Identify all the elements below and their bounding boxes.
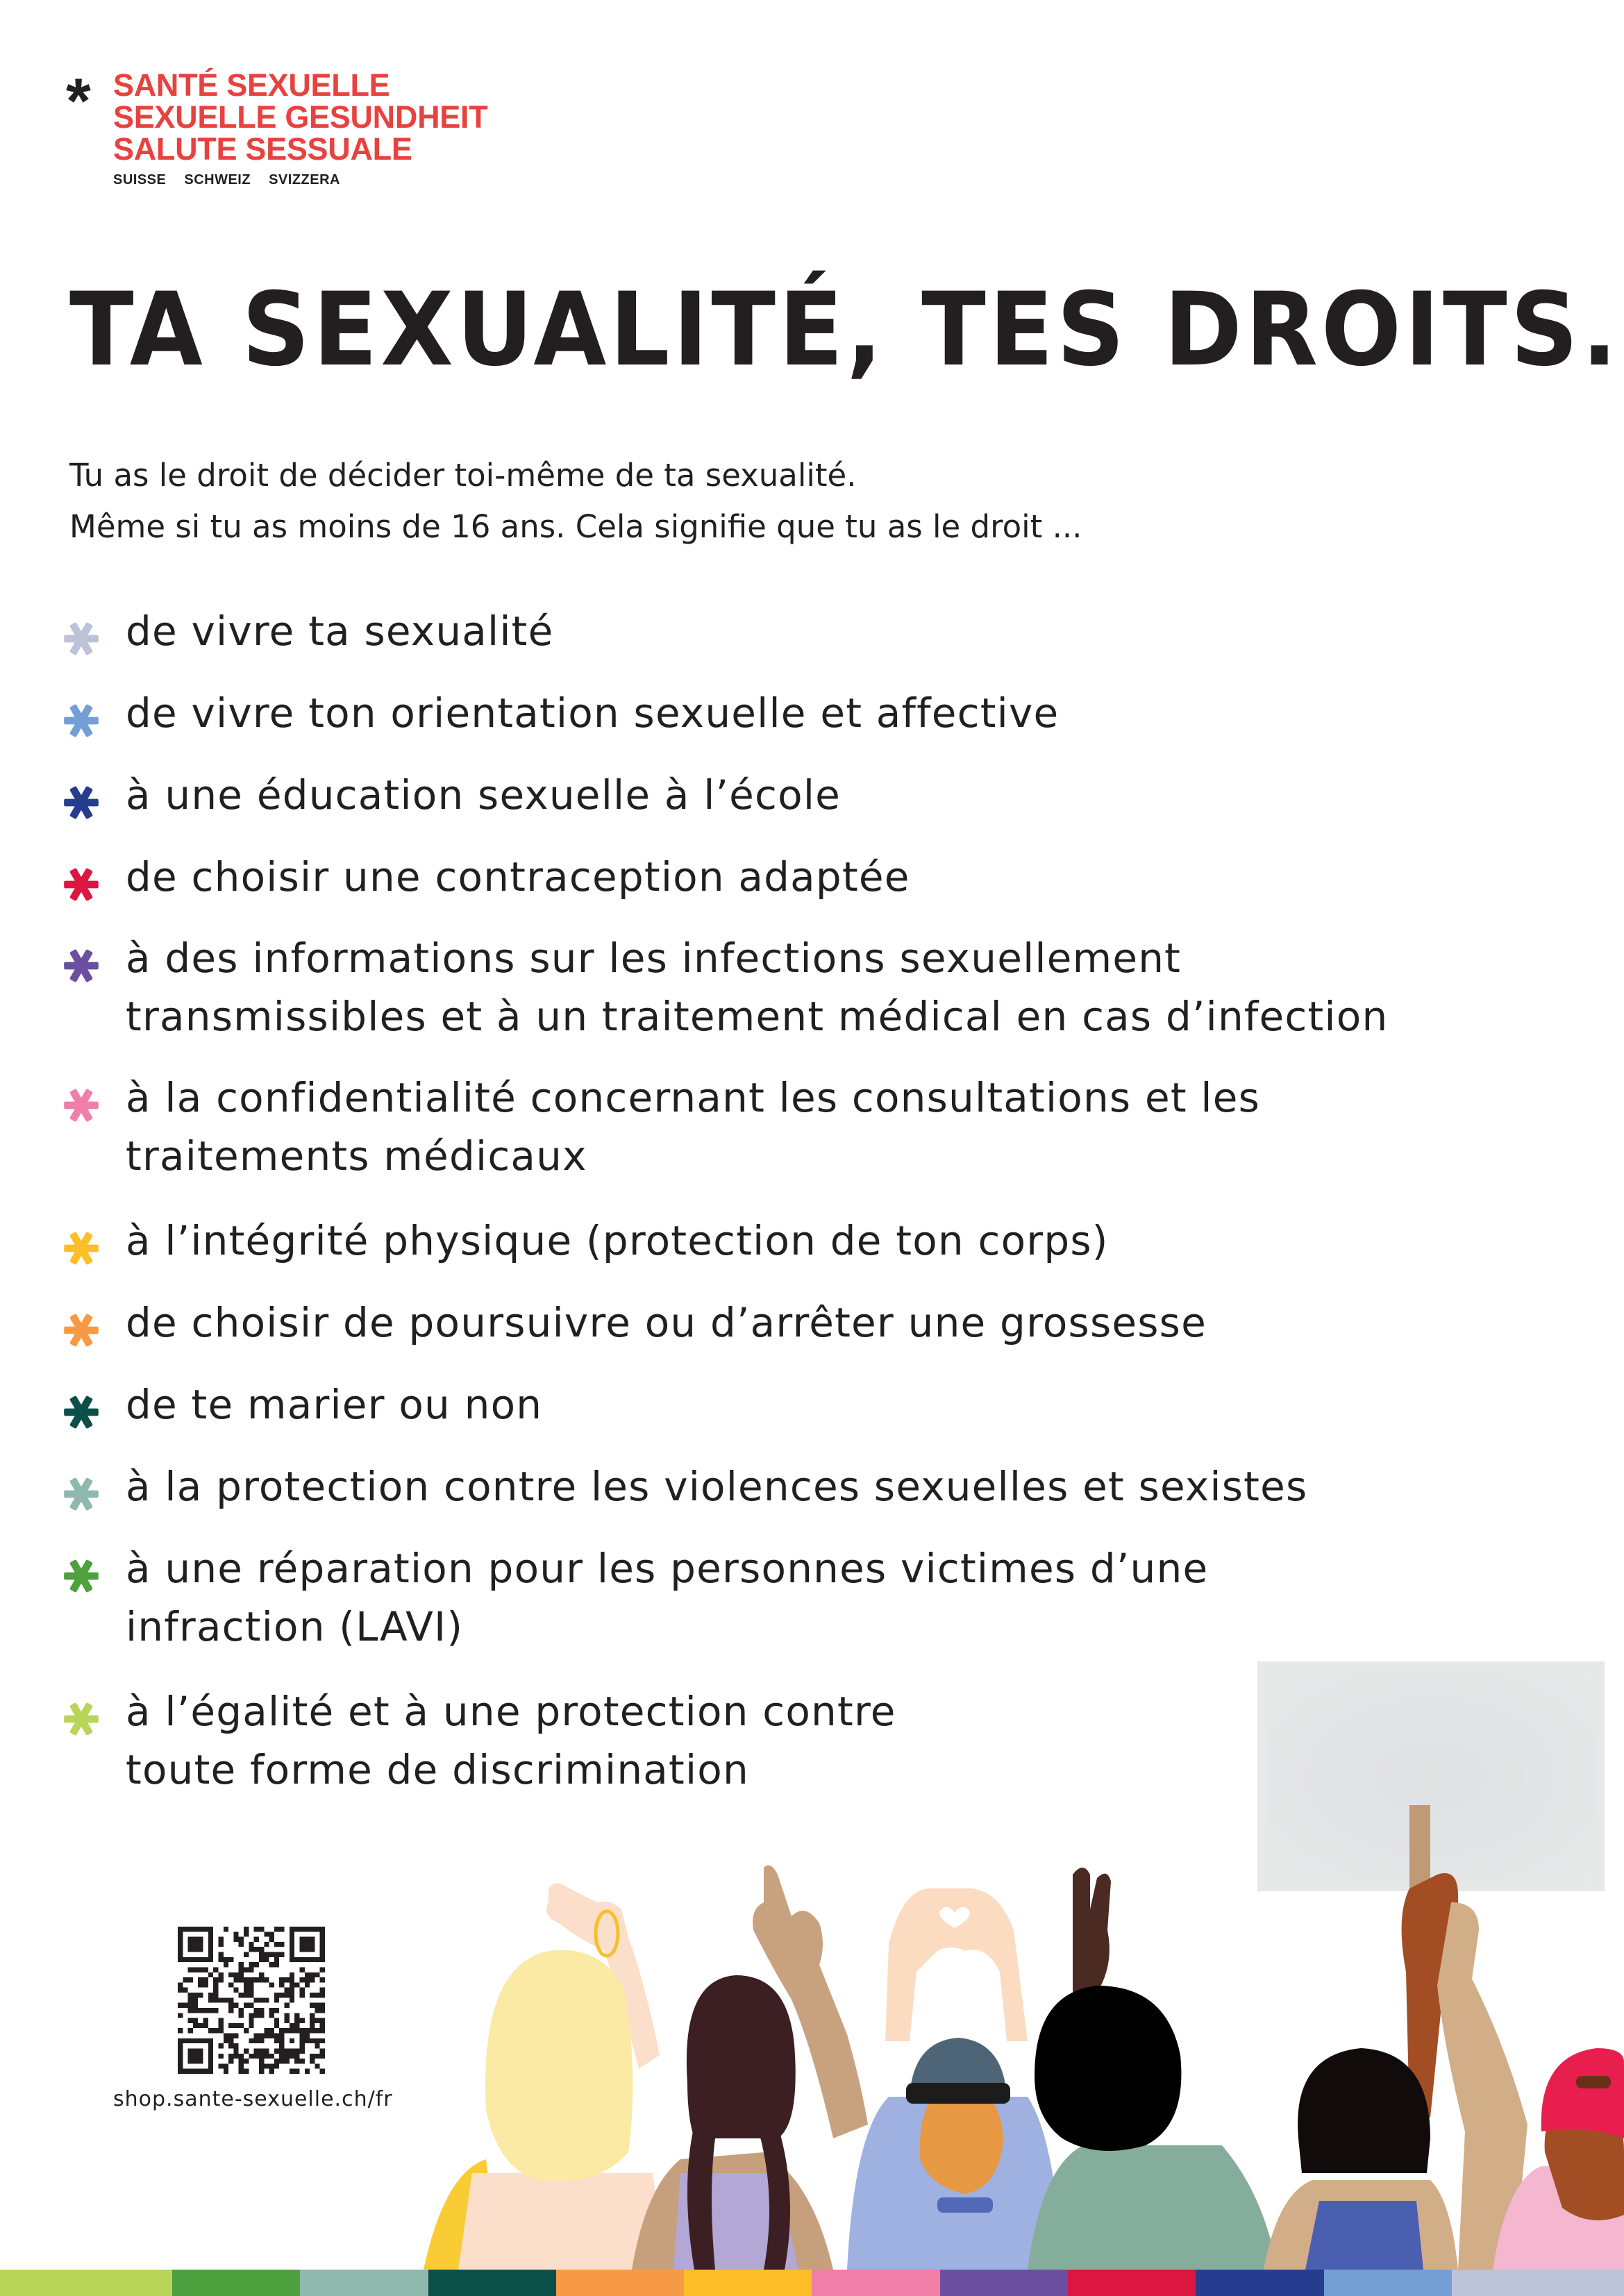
right-text-line: traitements médicaux	[126, 1132, 587, 1180]
right-text-line: de choisir de poursuivre ou d’arrêter une grossesse	[126, 1299, 1207, 1346]
right-item	[0, 929, 1527, 1046]
color-strip-segment	[940, 2270, 1068, 2296]
right-text	[126, 684, 1059, 742]
right-text	[126, 1293, 1207, 1352]
asterisk-bullet-icon	[62, 1557, 100, 1595]
page-title: TA SEXUALITÉ, TES DROITS.	[69, 271, 1621, 389]
right-text	[126, 1069, 1260, 1185]
asterisk-bullet-icon	[62, 1087, 100, 1124]
crowd-illustration	[417, 1805, 1624, 2270]
right-text-line: de vivre ton orientation sexuelle et affective	[126, 689, 1060, 737]
color-strip-segment	[0, 2270, 172, 2296]
country-it: SVIZZERA	[269, 172, 340, 187]
country-de: SCHWEIZ	[184, 172, 251, 187]
right-item	[0, 1375, 1527, 1434]
right-text-line: à l’égalité et à une protection contre	[126, 1688, 896, 1735]
qr-code[interactable]	[178, 1927, 325, 2074]
asterisk-bullet-icon	[62, 702, 100, 739]
color-strip-segment	[556, 2270, 684, 2296]
asterisk-bullet-icon	[62, 1230, 100, 1267]
logo-line-de: SEXUELLE GESUNDHEIT	[113, 99, 488, 135]
asterisk-bullet-icon	[62, 947, 100, 984]
right-text	[126, 1539, 1208, 1656]
right-item	[0, 602, 1527, 660]
right-item	[0, 1293, 1527, 1352]
logo-countries	[113, 172, 487, 188]
asterisk-bullet-icon	[62, 620, 100, 657]
country-fr: SUISSE	[113, 172, 167, 187]
right-text-line: de te marier ou non	[126, 1381, 543, 1428]
right-text-line: à la protection contre les violences sexuelles et sexistes	[126, 1463, 1308, 1510]
intro-line-1: Tu as le droit de décider toi-même de ta sexualité.	[69, 457, 857, 494]
logo-line-it: SALUTE SESSUALE	[113, 131, 412, 167]
color-strip-segment	[300, 2270, 428, 2296]
asterisk-bullet-icon	[62, 1475, 100, 1513]
color-strip-segment	[172, 2270, 300, 2296]
right-text-line: à une éducation sexuelle à l’école	[126, 771, 842, 819]
right-text-line: à l’intégrité physique (protection de ton corps)	[126, 1217, 1109, 1264]
color-strip-segment	[1196, 2270, 1323, 2296]
right-text-line: à des informations sur les infections sexuellement	[126, 935, 1182, 982]
color-strip-segment	[1324, 2270, 1452, 2296]
asterisk-bullet-icon	[62, 1393, 100, 1431]
right-text	[126, 766, 841, 824]
right-item	[0, 766, 1527, 824]
logo-line-fr: SANTÉ SEXUELLE	[113, 67, 390, 103]
right-item	[0, 1457, 1527, 1516]
right-text-line: à une réparation pour les personnes victimes d’une	[126, 1545, 1209, 1592]
asterisk-bullet-icon	[62, 866, 100, 903]
shop-url-link[interactable]: shop.sante-sexuelle.ch/fr	[113, 2087, 393, 2111]
right-text-line: à la confidentialité concernant les consultations et les	[126, 1074, 1261, 1121]
color-strip-segment	[1452, 2270, 1624, 2296]
right-text-line: toute forme de discrimination	[126, 1746, 749, 1793]
intro-line-2: Même si tu as moins de 16 ans. Cela signifie que tu as le droit ...	[69, 508, 1082, 545]
right-item	[0, 1539, 1527, 1656]
asterisk-bullet-icon	[62, 784, 100, 821]
right-item	[0, 1212, 1527, 1270]
cap-icon	[1541, 2048, 1624, 2138]
color-strip-segment	[428, 2270, 556, 2296]
right-text	[126, 1682, 896, 1799]
intro-text	[69, 450, 1082, 553]
right-text-line: infraction (LAVI)	[126, 1603, 464, 1650]
right-text	[126, 1457, 1307, 1516]
right-text	[126, 1212, 1109, 1270]
right-text-line: de choisir une contraception adaptée	[126, 853, 910, 900]
right-item	[0, 848, 1527, 906]
asterisk-bullet-icon	[62, 1312, 100, 1349]
right-text	[126, 929, 1388, 1046]
right-text	[126, 602, 553, 660]
right-item	[0, 684, 1527, 742]
color-strip	[0, 2270, 1624, 2296]
right-text-line: transmissibles et à un traitement médical en cas d’infection	[126, 993, 1389, 1040]
color-strip-segment	[812, 2270, 939, 2296]
asterisk-bullet-icon	[62, 1700, 100, 1738]
logo-wordmark	[113, 69, 487, 188]
color-strip-segment	[1068, 2270, 1196, 2296]
right-text-line: de vivre ta sexualité	[126, 607, 554, 655]
sign-stick-icon	[1409, 1805, 1430, 1888]
right-text	[126, 848, 910, 906]
right-text	[126, 1375, 542, 1434]
color-strip-segment	[684, 2270, 812, 2296]
asterisk-logo-icon: *	[66, 66, 91, 137]
right-item	[0, 1069, 1527, 1185]
